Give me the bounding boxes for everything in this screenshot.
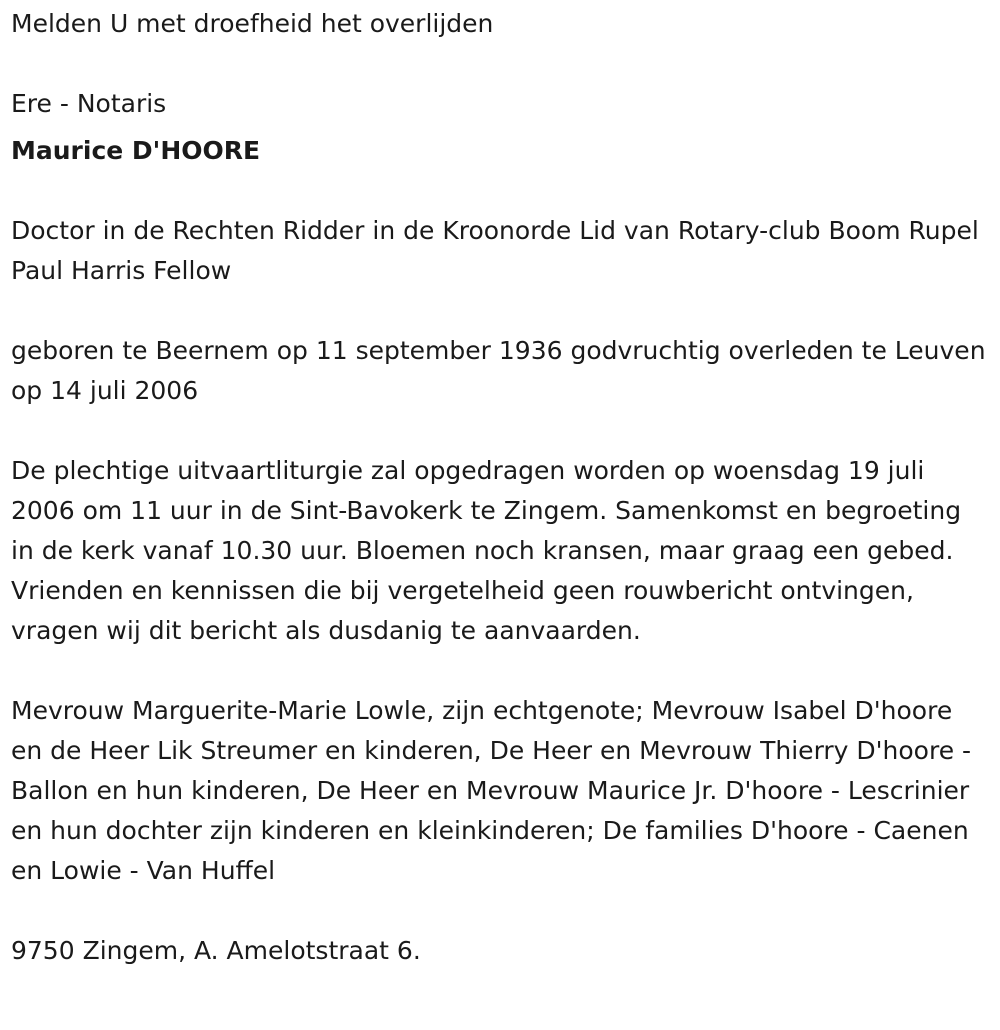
funeral-text: De plechtige uitvaartliturgie zal opgedragen worden op woensdag 19 juli 2006 om 11 uur in de Sint-Bavokerk te Zingem. Samenkomst en begroeting in de kerk vanaf 10.30 uur. Bloemen noch kransen, maar graag een gebed. Vrienden en kennissen die bij vergetelheid geen rouwbericht ontvingen, vragen wij dit bericht als dusdanig te aanvaarden. [11, 456, 962, 645]
deceased-name: Maurice D'HOORE [11, 136, 261, 165]
obituary-document [11, 4, 991, 971]
spacer [11, 291, 991, 331]
spacer [11, 171, 991, 211]
spacer [11, 651, 991, 691]
family-text: Mevrouw Marguerite-Marie Lowle, zijn echtgenote; Mevrouw Isabel D'hoore en de Heer Lik Streumer en kinderen, De Heer en Mevrouw Thierry D'hoore - Ballon en hun kinderen, De Heer en Mevrouw Maurice Jr. D'hoore - Lescrinier en hun dochter zijn kinderen en kleinkinderen; De families D'hoore - Caenen en Lowie - Van Huffel [11, 696, 972, 885]
address-text: 9750 Zingem, A. Amelotstraat 6. [11, 936, 421, 965]
spacer [11, 44, 991, 84]
title-prefix: Ere - Notaris [11, 89, 167, 118]
intro-text: Melden U met droefheid het overlijden [11, 9, 494, 38]
spacer [11, 891, 991, 931]
honors-text: Doctor in de Rechten Ridder in de Kroonorde Lid van Rotary-club Boom Rupel Paul Harris Fellow [11, 216, 979, 285]
spacer [11, 411, 991, 451]
birth-death-text: geboren te Beernem op 11 september 1936 godvruchtig overleden te Leuven op 14 juli 2006 [11, 336, 986, 405]
